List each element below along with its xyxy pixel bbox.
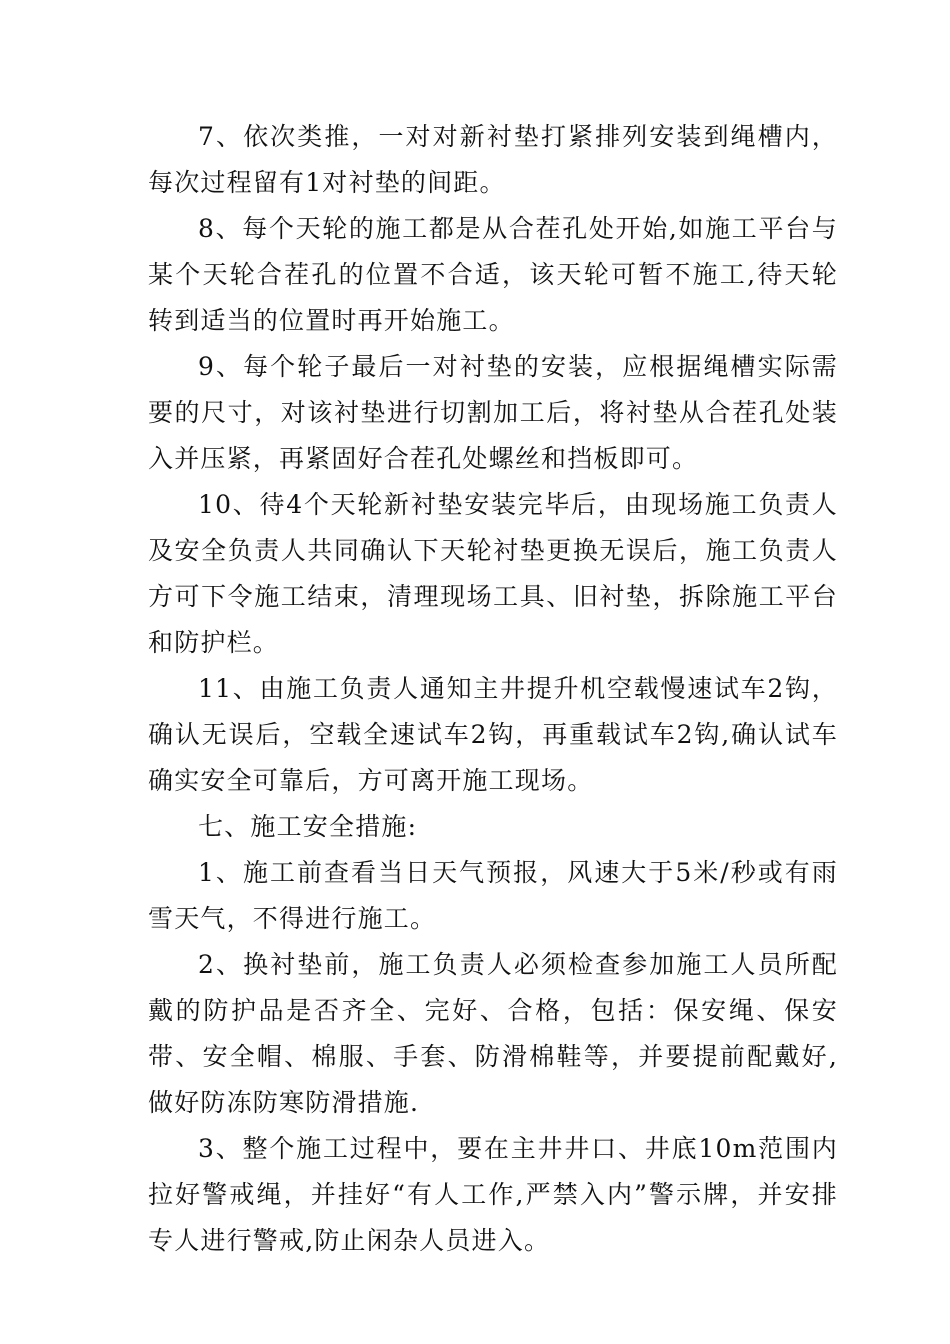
paragraph-safety-3: 3、整个施工过程中，要在主井井口、井底10m范围内拉好警戒绳，并挂好“有人工作,严禁入内”警示牌，并安排专人进行警戒,防止闲杂人员进入。 (148, 1134, 838, 1255)
section-heading-safety-measures: 七、施工安全措施: (198, 812, 418, 841)
paragraph-step-10: 10、待4个天轮新衬垫安装完毕后，由现场施工负责人及安全负责人共同确认下天轮衬垫更换无误后，施工负责人方可下令施工结束，清理现场工具、旧衬垫，拆除施工平台和防护栏。 (148, 490, 838, 657)
paragraph-step-8: 8、每个天轮的施工都是从合茬孔处开始,如施工平台与某个天轮合茬孔的位置不合适，该天轮可暂不施工,待天轮转到适当的位置时再开始施工。 (148, 214, 838, 335)
paragraph-step-7: 7、依次类推，一对对新衬垫打紧排列安装到绳槽内，每次过程留有1对衬垫的间距。 (148, 122, 838, 197)
paragraph-step-11: 11、由施工负责人通知主井提升机空载慢速试车2钩，确认无误后，空载全速试车2钩，再重载试车2钩,确认试车确实安全可靠后，方可离开施工现场。 (148, 674, 838, 795)
paragraph-step-9: 9、每个轮子最后一对衬垫的安装，应根据绳槽实际需要的尺寸，对该衬垫进行切割加工后，将衬垫从合茬孔处装入并压紧，再紧固好合茬孔处螺丝和挡板即可。 (148, 352, 838, 473)
paragraph-safety-2: 2、换衬垫前，施工负责人必须检查参加施工人员所配戴的防护品是否齐全、完好、合格，包括：保安绳、保安带、安全帽、棉服、手套、防滑棉鞋等，并要提前配戴好,做好防冻防寒防滑措施. (148, 950, 838, 1117)
paragraph-safety-1: 1、施工前查看当日天气预报，风速大于5米/秒或有雨雪天气，不得进行施工。 (148, 858, 838, 933)
document-body (148, 114, 838, 1264)
